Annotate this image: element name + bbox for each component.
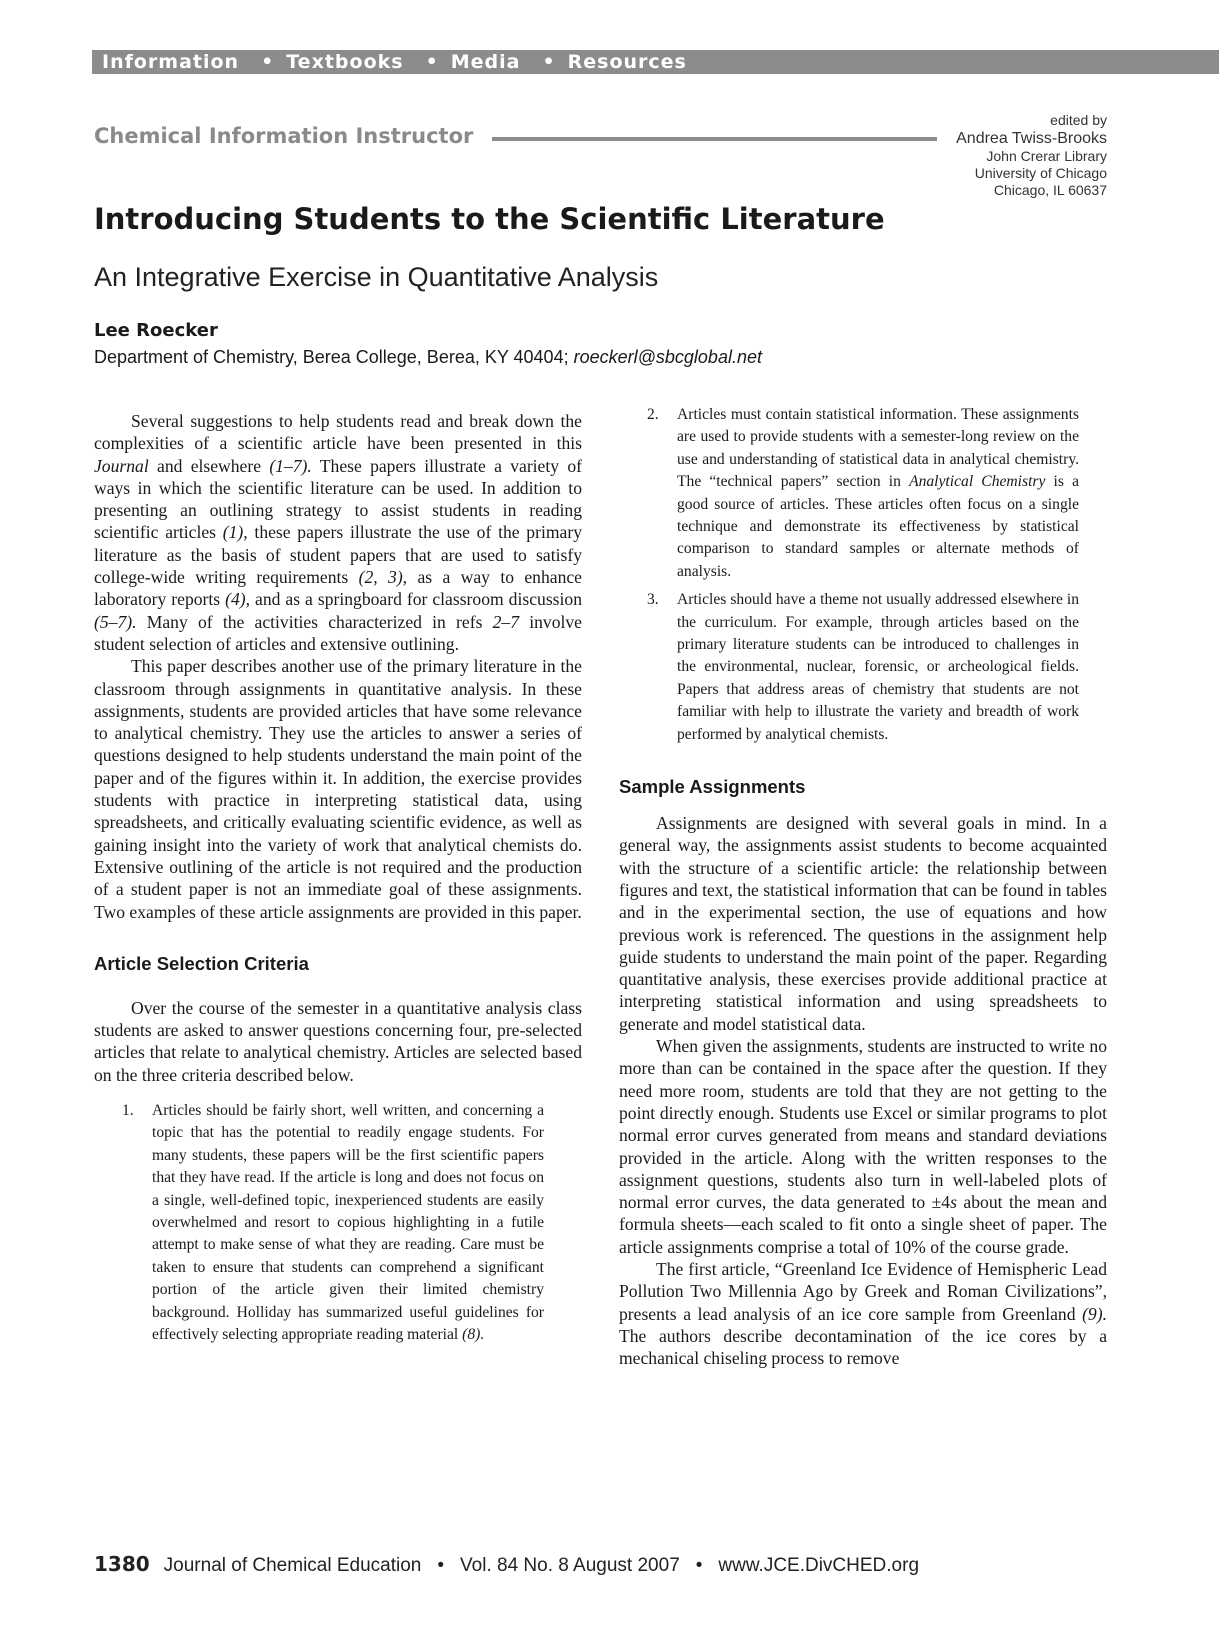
citation: (2, 3), [358, 567, 408, 588]
intro-paragraph: Several suggestions to help students read and break down the complexities of a scientific article have been presented in this Journal and elsewhere (1–7). These papers illustrate a variety of ways in which the scientific literature can be used. In addition to presenting an outlining strategy to assist students in reading scientific articles (1), these papers illustrate the use of the primary literature as the basis of student papers that are used to satisfy college-wide writing requirements (2, 3), as a way to enhance laboratory reports (4), and as a springboard for classroom discussion (5–7). Many of the activities characterized in refs 2–7 involve student selection of articles and extensive outlining. [94, 411, 583, 654]
body-paragraph: This paper describes another use of the primary literature in the classroom through assignments in quantitative analysis. In these assignments, students are provided articles that have some relevance to analytical chemistry. They use the articles to answer a series of questions designed to help students understand the main point of the paper and of the figures within it. In addition, the exercise provides students with practice in interpreting statistical data, using spreadsheets, and critically evaluating scientific evidence, as well as gaining insight into the variety of work that analytical chemists do. Extensive outlining of the article is not required and the production of a student paper is not an immediate goal of these assignments. Two examples of these article assignments are provided in this paper. [94, 656, 582, 922]
nav-item-information[interactable]: Information [102, 51, 240, 73]
body-paragraph: Assignments are designed with several goals in mind. In a general way, the assignments assist students to become acquainted with the structure of a scientific article: the relationship between figures and text, the statistical information that can be found in tables and in the experimental section, the use of equations and how previous work is referenced. The questions in the assignment help guide students to understand the main point of the paper. Regarding quantitative analysis, these exercises provide additional practice at interpreting statistical information and using spreadsheets to generate and model statistical data. [619, 813, 1107, 1034]
nav-separator: • [425, 51, 439, 73]
right-column [619, 404, 1107, 1370]
body-paragraph: When given the assignments, students are instructed to write no more than can be contained in the space after the question. If they need more room, students are told that they are not getting to the point directly enough. Students use Excel or similar programs to plot normal error curves generated from means and standard deviations provided in the article. Along with the written responses to the assignment questions, students also turn in well-labeled plots of normal error curves, the data generated to ±4s about the mean and formula sheets—each scaled to fit onto a single sheet of paper. The article assignments comprise a total of 10% of the course grade. [619, 1036, 1107, 1257]
department-header [94, 124, 954, 154]
criteria-list-continued [619, 404, 1107, 746]
citation: (1–7). [269, 455, 312, 476]
citation: (9). [1082, 1303, 1107, 1324]
top-nav-bar [92, 50, 1219, 74]
author-email[interactable]: roeckerl@sbcglobal.net [573, 347, 762, 367]
edited-by-label: edited by [1050, 112, 1107, 128]
footer-journal: Journal of Chemical Education [163, 1555, 422, 1576]
author-name: Lee Roecker [94, 320, 218, 341]
section-heading-sample-assignments: Sample Assignments [619, 776, 806, 798]
page-footer [94, 1552, 919, 1577]
nav-separator: • [261, 51, 275, 73]
nav-item-resources[interactable]: Resources [567, 51, 687, 73]
nav-separator: • [542, 51, 556, 73]
body-paragraph: Over the course of the semester in a quantitative analysis class students are asked to answer questions concerning four, pre-selected articles that relate to analytical chemistry. Articles are selected based on the three criteria described below. [94, 997, 582, 1085]
editor-university: University of Chicago [974, 165, 1107, 181]
editor-city: Chicago, IL 60637 [993, 182, 1107, 198]
list-item: 3. Articles should have a theme not usually addressed elsewhere in the curriculum. For example, through articles based on the primary literature students can be introduced to challenges in the environmental, nuclear, forensic, or archeological fields. Papers that address areas of chemistry that students are not familiar with help to illustrate the variety and breadth of work performed by analytical chemists. [647, 591, 1079, 743]
body-paragraph: The first article, “Greenland Ice Evidence of Hemispheric Lead Pollution Two Millennia Ago by Greek and Roman Civilizations”, presents a lead analysis of an ice core sample from Greenland (9). The authors describe decontamination of the ice cores by a mechanical chiseling process to remove [619, 1259, 1107, 1369]
list-item: 2. Articles must contain statistical information. These assignments are used to provide students with a semester-long review on the use and understanding of statistical data in analytical chemistry. The “technical papers” section in Analytical Chemistry is a good source of articles. These articles often focus on a single technique and demonstrate its effectiveness by statistical comparison to standard samples or alternate methods of analysis. [647, 406, 1080, 580]
article-title: Introducing Students to the Scientific Literature [94, 202, 885, 236]
affiliation-text: Department of Chemistry, Berea College, Berea, KY 40404; [94, 347, 569, 367]
footer-separator: • [437, 1555, 445, 1576]
citation: (1), [222, 522, 248, 543]
page-number: 1380 [94, 1552, 150, 1576]
nav-item-textbooks[interactable]: Textbooks [286, 51, 404, 73]
author-affiliation [94, 347, 762, 368]
left-column [94, 410, 582, 1352]
journal-name: Journal [94, 455, 149, 476]
criteria-list [94, 1100, 582, 1346]
footer-url[interactable]: www.JCE.DivCHED.org [718, 1555, 920, 1576]
footer-separator: • [695, 1555, 703, 1576]
editor-block [956, 112, 1107, 199]
section-heading-selection-criteria: Article Selection Criteria [94, 952, 309, 974]
citation: (4), [225, 589, 251, 610]
citation: (8). [462, 1326, 485, 1344]
department-title: Chemical Information Instructor [94, 124, 474, 148]
journal-name: Analytical Chemistry [909, 473, 1046, 491]
list-item: 1. Articles should be fairly short, well written, and concerning a topic that has the potential to readily engage students. For many students, these papers will be the first scientific papers that they have read. If the article is long and does not focus on a single, well-defined topic, inexperienced students are easily overwhelmed and resort to copious highlighting in a futile attempt to make sense of what they are reading. Care must be taken to ensure that students can comprehend a significant portion of the article given their limited chemistry background. Holliday has summarized useful guidelines for effectively selecting appropriate reading material (8). [122, 1102, 544, 1344]
editor-org: John Crerar Library [986, 148, 1107, 164]
article-subtitle: An Integrative Exercise in Quantitative Analysis [94, 262, 659, 292]
citation: 2–7 [492, 611, 520, 632]
citation: (5–7). [94, 611, 137, 632]
department-rule [492, 137, 937, 141]
editor-name: Andrea Twiss-Brooks [956, 130, 1107, 147]
nav-item-media[interactable]: Media [450, 51, 521, 73]
footer-volume: Vol. 84 No. 8 August 2007 [460, 1555, 680, 1576]
